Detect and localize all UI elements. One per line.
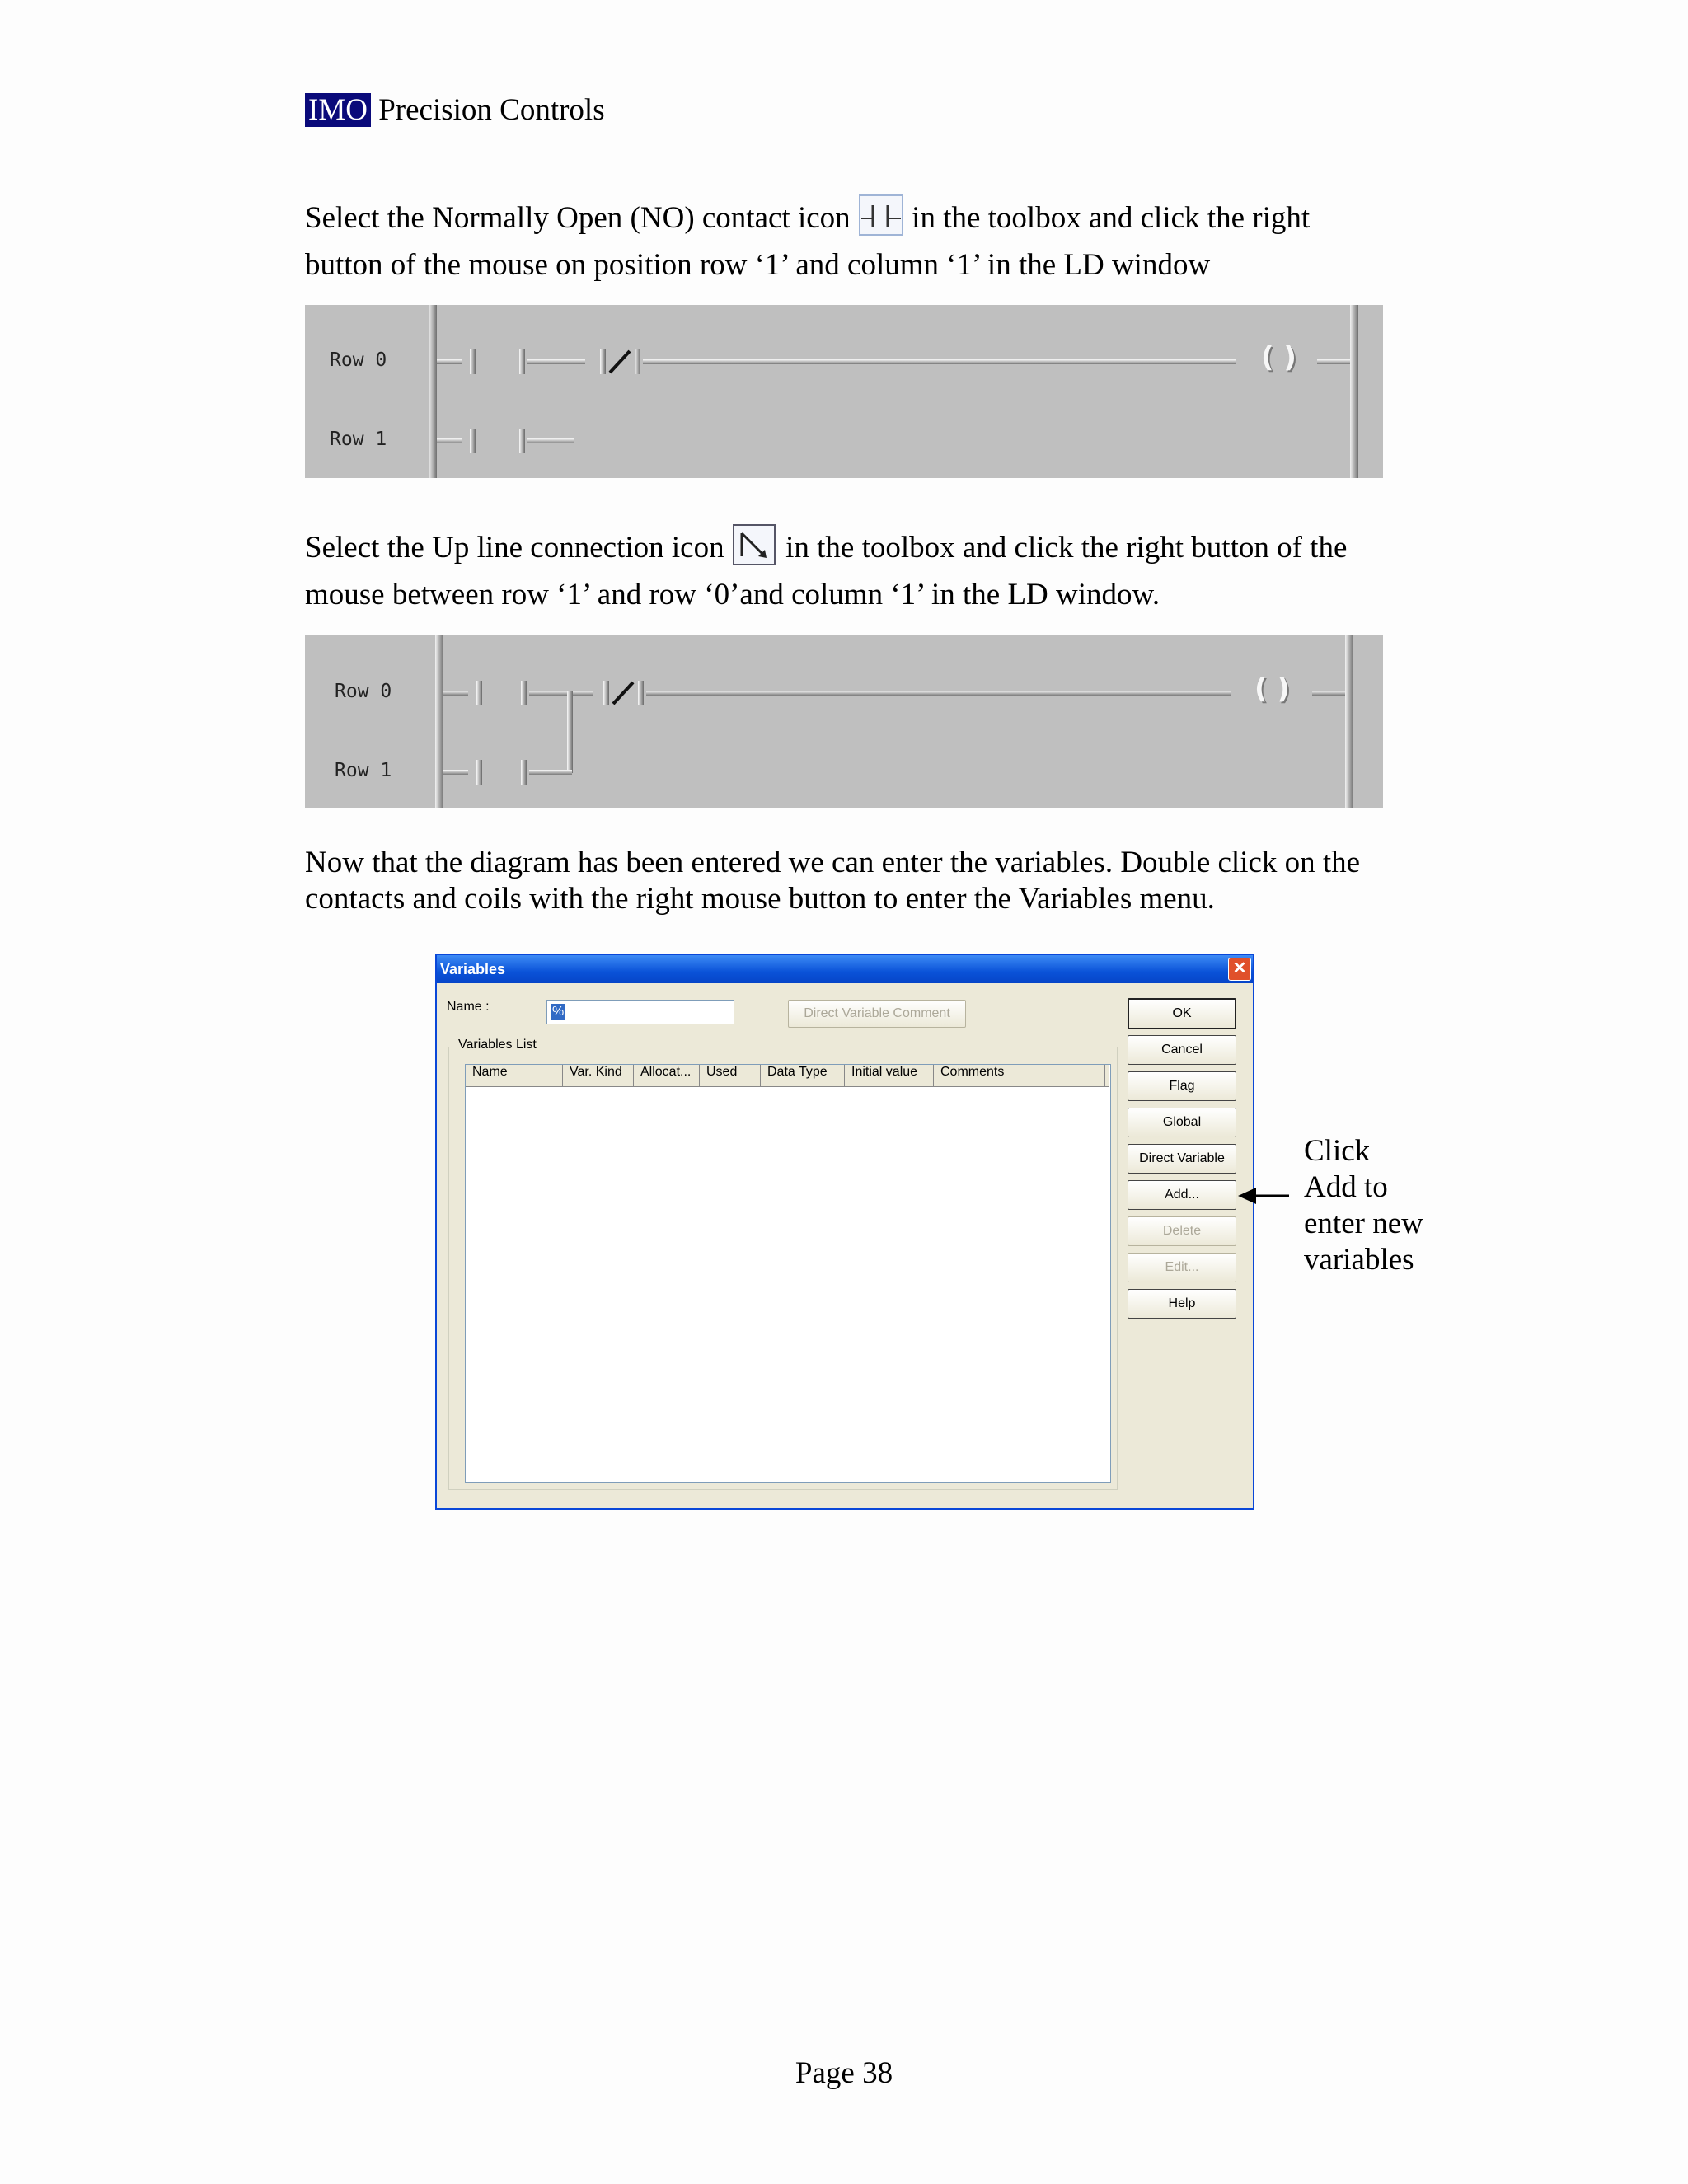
page-number: Page 38 [795, 2056, 893, 2090]
rung-segment [437, 359, 462, 364]
rung-segment [443, 691, 468, 696]
arrow-left-icon [1236, 1183, 1291, 1208]
column-header-name[interactable]: Name [466, 1065, 563, 1086]
direct-variable-comment-button[interactable]: Direct Variable Comment [788, 1000, 966, 1028]
annotation-line: enter new [1304, 1207, 1423, 1240]
rung-segment [529, 691, 593, 696]
step1-text-before: Select the Normally Open (NO) contact icon [305, 200, 851, 235]
variables-list-label: Variables List [458, 1038, 537, 1052]
step3-paragraph [305, 845, 1393, 917]
nc-contact-post [600, 349, 606, 374]
rung-segment [529, 770, 572, 775]
step2-text-before: Select the Up line connection icon [305, 530, 724, 565]
annotation-line: Click [1304, 1134, 1371, 1168]
left-power-rail [435, 635, 443, 808]
rung-segment [443, 770, 468, 775]
step1-text-line2: button of the mouse on position row ‘1’ and column ‘1’ in the LD window [305, 248, 1211, 282]
contact-post [521, 681, 527, 705]
column-header-used[interactable]: Used [700, 1065, 761, 1086]
right-power-rail [1350, 305, 1358, 478]
annotation-callout [1304, 1133, 1485, 1278]
contact-post [470, 429, 476, 453]
up-line-connection [567, 691, 573, 773]
rung-segment [528, 438, 574, 443]
annotation-line: Add to [1304, 1170, 1388, 1204]
column-header-allocation[interactable]: Allocat... [634, 1065, 700, 1086]
nc-contact-slash-icon [612, 679, 636, 707]
rung-segment [646, 691, 1231, 696]
step2-text-after: in the toolbox and click the right button of the [785, 530, 1348, 565]
row-1-label: Row 1 [335, 760, 392, 781]
contact-post [519, 429, 525, 453]
rung-segment [437, 438, 462, 443]
rung-segment [1317, 359, 1350, 364]
up-line-connection-icon [732, 523, 778, 577]
nc-contact-post [635, 349, 640, 374]
cancel-button[interactable]: Cancel [1128, 1035, 1236, 1065]
company-name: Precision Controls [378, 93, 605, 127]
edit-button[interactable]: Edit... [1128, 1253, 1236, 1282]
row-1-label: Row 1 [330, 429, 387, 450]
annotation-line: variables [1304, 1243, 1414, 1277]
name-input[interactable] [546, 1000, 734, 1024]
ladder-diagram-1 [305, 305, 1383, 478]
step3-text-line2: contacts and coils with the right mouse button to enter the Variables menu. [305, 882, 1215, 916]
row-0-label: Row 0 [330, 349, 387, 371]
close-icon[interactable]: ✕ [1228, 958, 1251, 981]
contact-post [476, 760, 482, 785]
no-contact-icon [858, 194, 904, 247]
output-coil-icon: ( ) [1254, 673, 1290, 705]
contact-post [470, 349, 476, 374]
rung-segment [528, 359, 585, 364]
contact-post [521, 760, 527, 785]
delete-button[interactable]: Delete [1128, 1216, 1236, 1246]
step2-text-line2: mouse between row ‘1’ and row ‘0’and column ‘1’ in the LD window. [305, 578, 1160, 612]
step3-text-line1: Now that the diagram has been entered we can enter the variables. Double click on the [305, 846, 1361, 879]
direct-variable-button[interactable]: Direct Variable [1128, 1144, 1236, 1174]
output-coil-icon: ( ) [1261, 341, 1296, 374]
name-input-value: % [552, 1005, 565, 1019]
dialog-titlebar[interactable] [437, 955, 1253, 983]
column-header-initial-value[interactable]: Initial value [845, 1065, 934, 1086]
column-header-comments[interactable]: Comments [934, 1065, 1105, 1086]
variables-list-header [466, 1065, 1109, 1087]
nc-contact-slash-icon [608, 348, 633, 376]
row-0-label: Row 0 [335, 681, 392, 702]
column-header-data-type[interactable]: Data Type [761, 1065, 845, 1086]
rung-segment [643, 359, 1236, 364]
step1-paragraph [305, 194, 1393, 284]
nc-contact-post [603, 681, 609, 705]
add-button[interactable]: Add... [1128, 1180, 1236, 1210]
imo-logo: IMO [305, 93, 371, 127]
step2-paragraph [305, 523, 1393, 613]
name-label: Name : [447, 1000, 490, 1014]
contact-post [519, 349, 525, 374]
help-button[interactable]: Help [1128, 1289, 1236, 1319]
ok-button[interactable]: OK [1128, 998, 1236, 1029]
contact-post [476, 681, 482, 705]
step1-text-after: in the toolbox and click the right [912, 200, 1311, 235]
nc-contact-post [638, 681, 644, 705]
column-header-var-kind[interactable]: Var. Kind [563, 1065, 634, 1086]
dialog-title: Variables [440, 961, 506, 977]
left-power-rail [429, 305, 437, 478]
flag-button[interactable]: Flag [1128, 1071, 1236, 1101]
variables-dialog [435, 954, 1254, 1510]
variables-list[interactable] [465, 1064, 1111, 1483]
page-header [305, 91, 605, 130]
rung-segment [1312, 691, 1345, 696]
global-button[interactable]: Global [1128, 1108, 1236, 1137]
ladder-diagram-2 [305, 635, 1383, 808]
right-power-rail [1345, 635, 1353, 808]
